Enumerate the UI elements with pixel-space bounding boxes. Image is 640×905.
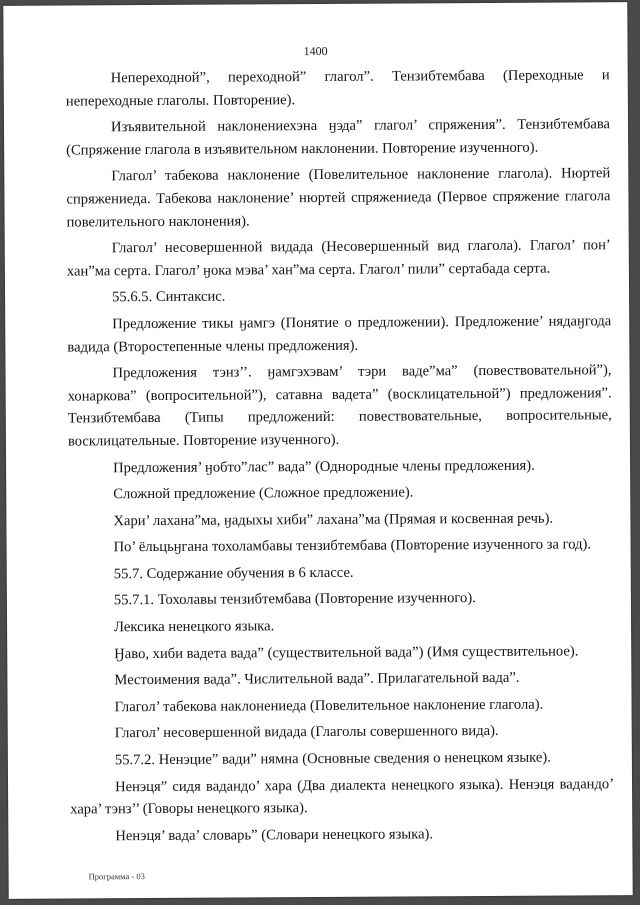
section-heading: 55.6.5. Синтаксис.	[112, 288, 226, 306]
paragraph: Изъявительной наклонениехэна ӈэда” глагол’ спряжения”. Тензибтембава (Спряжение глагола в изъявительном наклонении. Повторение изученного).	[66, 116, 611, 159]
page-number: 1400	[303, 43, 328, 59]
paragraph: Предложения тэнз’’. ӈамгэхэвам’ тэри ваде”ма” (повествовательной”), хонаркова” (вопросительной”), сатавна вадета” (восклицательной”) предложения”. Тензибтембава (Типы предложений: повествовательные, вопросительные, восклицательные. Повторение изученного).	[67, 362, 612, 450]
document-page	[3, 2, 632, 899]
paragraph: Глагол’ табекова наклонениеда (Повелительное наклонение глагола).	[114, 696, 544, 716]
paragraph: Ненэця’ вада’ словарь” (Словари ненецкого языка).	[115, 826, 434, 845]
section-heading: 55.7.2. Ненэцие” вади” нямна (Основные сведения о ненецком языке).	[114, 749, 551, 769]
paragraph: Непереходной”, переходной” глагол”. Тензибтембава (Переходные и непереходные глаголы. Повторение).	[65, 67, 610, 110]
section-heading: 55.7. Содержание обучения в 6 классе.	[113, 564, 354, 583]
paragraph: Хари’ лахана”ма, ӈадыхы хиби” лахана”ма (Прямая и косвенная речь).	[113, 510, 554, 529]
section-heading: 55.7.1. Тохолавы тензибтембава (Повторение изученного).	[113, 590, 476, 609]
paragraph: Предложение тикы ӈамгэ (Понятие о предложении). Предложение’ нядаӈгода вадида (Второстепенные члены предложения).	[67, 313, 612, 356]
paragraph: Ӈаво, хиби вадета вада” (существительной вада”) (Имя существительное).	[114, 643, 579, 662]
page-body	[66, 64, 615, 852]
paragraph: Сложной предложение (Сложное предложение).	[113, 484, 414, 503]
paragraph: Лексика ненецкого языка.	[114, 618, 275, 636]
footer-label: Программа - 03	[88, 871, 145, 882]
paragraph: Предложения’ ӈобто”лас” вада” (Однородные члены предложения).	[113, 457, 535, 476]
paragraph: По’ ёльцьӈгана тохоламбавы тензибтембава (Повторение изученного за год).	[113, 536, 592, 556]
paragraph: Глагол’ табекова наклонение (Повелительное наклонение глагола). Нюртей спряжениеда. Табекова наклонение’ нюртей спряжениеда (Первое спряжение глагола повелительного наклонения).	[66, 165, 611, 231]
paragraph: Глагол’ несовершенной видада (Глаголы совершенного вида).	[114, 723, 499, 742]
paragraph: Местоимения вада”. Числительной вада”. Прилагательной вада”.	[114, 670, 520, 689]
paragraph: Глагол’ несовершенной видада (Несовершенный вид глагола). Глагол’ пон’ хан”ма серта. Глагол’ ӈока мэва’ хан”ма серта. Глагол’ пили” сертабада серта.	[66, 237, 611, 280]
paragraph: Ненэця” сидя вадандо’ хара (Два диалекта ненецкого языка). Ненэця вадандо’ хара’ тэнз’’ (Говоры ненецкого языка).	[70, 775, 615, 818]
